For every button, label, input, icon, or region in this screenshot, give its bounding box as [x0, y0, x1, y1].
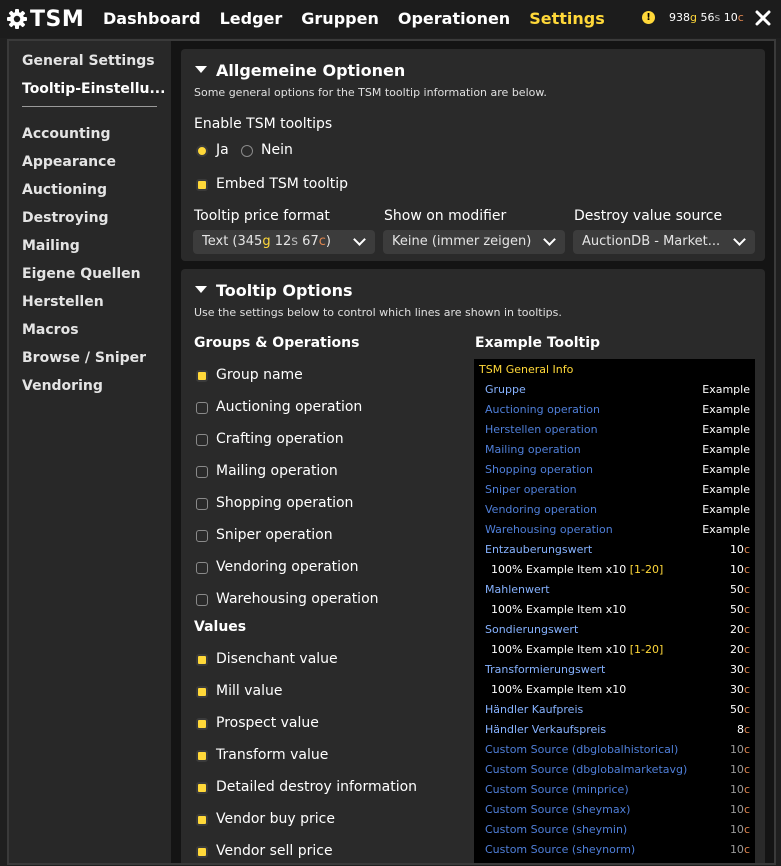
- option-checkbox[interactable]: [196, 686, 208, 698]
- tooltip-row-value: Example: [702, 423, 750, 436]
- tooltip-row-label: Transformierungswert: [485, 663, 606, 676]
- sidebar-item-tooltip-settings[interactable]: Tooltip-Einstellu...: [22, 81, 166, 97]
- silver-amount: 56: [700, 11, 715, 24]
- tooltip-row: [474, 683, 755, 703]
- sidebar-item-vendoring[interactable]: Vendoring: [22, 378, 103, 394]
- tooltip-row: [474, 443, 755, 463]
- example-tooltip-heading: Example Tooltip: [475, 335, 601, 351]
- nav-dashboard[interactable]: Dashboard: [103, 9, 201, 28]
- option-label[interactable]: Disenchant value: [216, 651, 338, 667]
- modifier-value: Keine (immer zeigen): [392, 234, 532, 249]
- option-checkbox[interactable]: [196, 750, 208, 762]
- tooltip-row-value: Example: [702, 383, 750, 396]
- tooltip-row-value: 20c: [729, 643, 750, 656]
- option-label[interactable]: Mailing operation: [216, 463, 338, 479]
- close-icon[interactable]: [754, 9, 772, 27]
- sidebar-item-herstellen[interactable]: Herstellen: [22, 294, 104, 310]
- alert-icon[interactable]: !: [642, 11, 655, 24]
- chevron-down-icon: [733, 233, 746, 246]
- nav-settings[interactable]: Settings: [529, 9, 605, 28]
- tooltip-row: [474, 703, 755, 723]
- values-heading: Values: [194, 619, 247, 635]
- option-checkbox[interactable]: [196, 498, 208, 510]
- modifier-label: Show on modifier: [384, 208, 507, 224]
- tooltip-row-value: Example: [702, 503, 750, 516]
- chevron-down-icon: [543, 233, 556, 246]
- tooltip-row: [474, 783, 755, 803]
- tooltip-row-label: Händler Kaufpreis: [485, 703, 584, 716]
- price-format-dropdown[interactable]: [193, 230, 375, 254]
- sidebar-item-macros[interactable]: Macros: [22, 322, 79, 338]
- option-label[interactable]: Sniper operation: [216, 527, 333, 543]
- tooltip-row-label: Shopping operation: [485, 463, 593, 476]
- tooltip-row-label: Mahlenwert: [485, 583, 550, 596]
- embed-tooltip-label[interactable]: Embed TSM tooltip: [216, 176, 349, 192]
- top-bar: [0, 0, 781, 38]
- tooltip-row: [474, 663, 755, 683]
- tooltip-row: [474, 503, 755, 523]
- tooltip-row-value: Example: [702, 403, 750, 416]
- tsm-logo: [7, 7, 84, 31]
- logo-text: TSM: [30, 6, 85, 32]
- tooltip-row-value: Example: [702, 463, 750, 476]
- tooltip-row-value: 10c: [729, 763, 750, 776]
- sidebar-item-eigene-quellen[interactable]: Eigene Quellen: [22, 266, 141, 282]
- silver-unit: s: [714, 11, 721, 24]
- sidebar-item-auctioning[interactable]: Auctioning: [22, 182, 107, 198]
- tooltip-row-label: Custom Source (dbglobalhistorical): [485, 743, 679, 756]
- option-checkbox[interactable]: [196, 434, 208, 446]
- sidebar-divider: [22, 106, 157, 107]
- collapse-triangle-icon: [195, 286, 207, 293]
- tooltip-row-value: 20c: [729, 623, 750, 636]
- general-options-description: Some general options for the TSM tooltip information are below.: [194, 86, 547, 99]
- nav-ledger[interactable]: Ledger: [219, 9, 283, 28]
- option-checkbox[interactable]: [196, 402, 208, 414]
- option-checkbox[interactable]: [196, 814, 208, 826]
- general-options-title: Allgemeine Optionen: [216, 61, 406, 80]
- tooltip-row-label: Sondierungswert: [485, 623, 579, 636]
- option-label[interactable]: Group name: [216, 367, 303, 383]
- option-label[interactable]: Transform value: [216, 747, 329, 763]
- gold-amount: 938: [669, 11, 690, 24]
- tooltip-row-value: Example: [702, 523, 750, 536]
- tooltip-row-value: 30c: [729, 663, 750, 676]
- tooltip-row: [474, 623, 755, 643]
- sidebar-item-browse-sniper[interactable]: Browse / Sniper: [22, 350, 147, 366]
- tooltip-row-value: 10c: [729, 843, 750, 856]
- tooltip-row-value: 10c: [729, 563, 750, 576]
- tooltip-row: [474, 843, 755, 863]
- tooltip-row-label: Custom Source (sheynorm): [485, 843, 636, 856]
- tooltip-row: [474, 543, 755, 563]
- option-checkbox[interactable]: [196, 782, 208, 794]
- sidebar-item-destroying[interactable]: Destroying: [22, 210, 109, 226]
- tooltip-row-label: Mailing operation: [485, 443, 581, 456]
- tooltip-row-label: Vendoring operation: [485, 503, 597, 516]
- example-tooltip: [474, 359, 755, 865]
- tooltip-row: [474, 763, 755, 783]
- option-checkbox[interactable]: [196, 466, 208, 478]
- tooltip-row: [474, 603, 755, 623]
- tooltip-row-value: 10c: [729, 783, 750, 796]
- tooltip-row-label: 100% Example Item x10 [1-20]: [491, 643, 664, 656]
- option-checkbox[interactable]: [196, 654, 208, 666]
- sidebar-item-mailing[interactable]: Mailing: [22, 238, 80, 254]
- tooltip-row-value: 50c: [729, 603, 750, 616]
- option-label[interactable]: Crafting operation: [216, 431, 344, 447]
- tooltip-options-section: [181, 269, 765, 865]
- settings-content: [173, 41, 774, 863]
- chevron-down-icon: [353, 233, 366, 246]
- price-format-value: Text (345g 12s 67c): [202, 234, 331, 249]
- embed-tooltip-checkbox[interactable]: [196, 179, 208, 191]
- tooltip-row: [474, 483, 755, 503]
- tooltip-options-title: Tooltip Options: [216, 281, 353, 300]
- option-label[interactable]: Shopping operation: [216, 495, 354, 511]
- tooltip-row-label: Auctioning operation: [485, 403, 600, 416]
- tooltip-row: [474, 403, 755, 423]
- modifier-dropdown[interactable]: [383, 230, 565, 254]
- tooltip-row: [474, 463, 755, 483]
- option-label[interactable]: Vendoring operation: [216, 559, 359, 575]
- tooltip-row-label: 100% Example Item x10: [491, 683, 627, 696]
- radio-ja-label[interactable]: Ja: [216, 142, 229, 158]
- option-label[interactable]: Vendor sell price: [216, 843, 333, 859]
- option-checkbox[interactable]: [196, 530, 208, 542]
- destroy-source-dropdown[interactable]: [573, 230, 755, 254]
- collapse-triangle-icon: [195, 66, 207, 73]
- main-nav: [103, 9, 605, 28]
- tooltip-options-description: Use the settings below to control which lines are shown in tooltips.: [194, 306, 562, 319]
- tooltip-row: [474, 563, 755, 583]
- tooltip-row-value: 50c: [729, 703, 750, 716]
- option-checkbox[interactable]: [196, 562, 208, 574]
- tooltip-row-label: Herstellen operation: [485, 423, 598, 436]
- option-label[interactable]: Vendor buy price: [216, 811, 335, 827]
- tooltip-row-value: 10c: [729, 803, 750, 816]
- general-options-header[interactable]: [195, 61, 405, 80]
- copper-amount: 10: [723, 11, 738, 24]
- option-checkbox[interactable]: [196, 718, 208, 730]
- tooltip-row-value: 10c: [729, 743, 750, 756]
- option-checkbox[interactable]: [196, 846, 208, 858]
- tooltip-row-label: 100% Example Item x10 [1-20]: [491, 563, 664, 576]
- option-label[interactable]: Auctioning operation: [216, 399, 363, 415]
- settings-sidebar: [9, 41, 173, 863]
- tooltip-row-value: Example: [702, 443, 750, 456]
- option-label[interactable]: Mill value: [216, 683, 283, 699]
- tooltip-row: [474, 643, 755, 663]
- option-label[interactable]: Detailed destroy information: [216, 779, 418, 795]
- tooltip-row-label: 100% Example Item x10: [491, 603, 627, 616]
- general-options-section: [181, 49, 765, 261]
- option-label[interactable]: Warehousing operation: [216, 591, 379, 607]
- gear-icon: [7, 9, 27, 29]
- tooltip-row-value: 10c: [729, 543, 750, 556]
- tooltip-row-label: Händler Verkaufspreis: [485, 723, 607, 736]
- tooltip-row: [474, 723, 755, 743]
- gold-display: [642, 11, 744, 24]
- tooltip-row: [474, 583, 755, 603]
- tooltip-row-label: Custom Source (sheymax): [485, 803, 631, 816]
- option-checkbox[interactable]: [196, 594, 208, 606]
- option-checkbox[interactable]: [196, 370, 208, 382]
- sidebar-item-appearance[interactable]: Appearance: [22, 154, 116, 170]
- nav-operationen[interactable]: Operationen: [397, 9, 511, 28]
- tooltip-row-label: Custom Source (sheymin): [485, 823, 628, 836]
- tooltip-row-value: 30c: [729, 683, 750, 696]
- tooltip-row: [474, 743, 755, 763]
- radio-ja[interactable]: [196, 145, 208, 157]
- tooltip-options-header[interactable]: [195, 281, 353, 300]
- tooltip-row-value: 8c: [736, 723, 750, 736]
- destroy-source-value: AuctionDB - Market...: [582, 234, 721, 249]
- tooltip-row: [474, 383, 755, 403]
- tooltip-row-label: Custom Source (dbglobalmarketavg): [485, 763, 688, 776]
- tooltip-row-label: Gruppe: [485, 383, 526, 396]
- gold-unit: g: [690, 11, 697, 24]
- tooltip-row-label: Warehousing operation: [485, 523, 613, 536]
- tooltip-row-value: 10c: [729, 823, 750, 836]
- tooltip-header-text: TSM General Info: [479, 363, 574, 376]
- tooltip-row: [474, 423, 755, 443]
- price-format-label: Tooltip price format: [194, 208, 330, 224]
- tooltip-header: [474, 363, 755, 383]
- tooltip-row: [474, 823, 755, 843]
- tooltip-row: [474, 523, 755, 543]
- destroy-source-label: Destroy value source: [574, 208, 723, 224]
- tooltip-row-label: Entzauberungswert: [485, 543, 593, 556]
- enable-tooltips-label: Enable TSM tooltips: [194, 116, 333, 132]
- tooltip-row-label: Custom Source (minprice): [485, 783, 629, 796]
- nav-gruppen[interactable]: Gruppen: [301, 9, 379, 28]
- copper-unit: c: [737, 11, 744, 24]
- sidebar-item-general-settings[interactable]: General Settings: [22, 53, 155, 69]
- tooltip-row: [474, 803, 755, 823]
- tooltip-row-value: 50c: [729, 583, 750, 596]
- radio-nein[interactable]: [241, 145, 253, 157]
- main-frame: [7, 39, 776, 865]
- groups-heading: Groups & Operations: [194, 335, 360, 351]
- sidebar-item-accounting[interactable]: Accounting: [22, 126, 111, 142]
- option-label[interactable]: Prospect value: [216, 715, 319, 731]
- radio-nein-label[interactable]: Nein: [261, 142, 293, 158]
- tooltip-row-value: Example: [702, 483, 750, 496]
- tooltip-row-label: Sniper operation: [485, 483, 577, 496]
